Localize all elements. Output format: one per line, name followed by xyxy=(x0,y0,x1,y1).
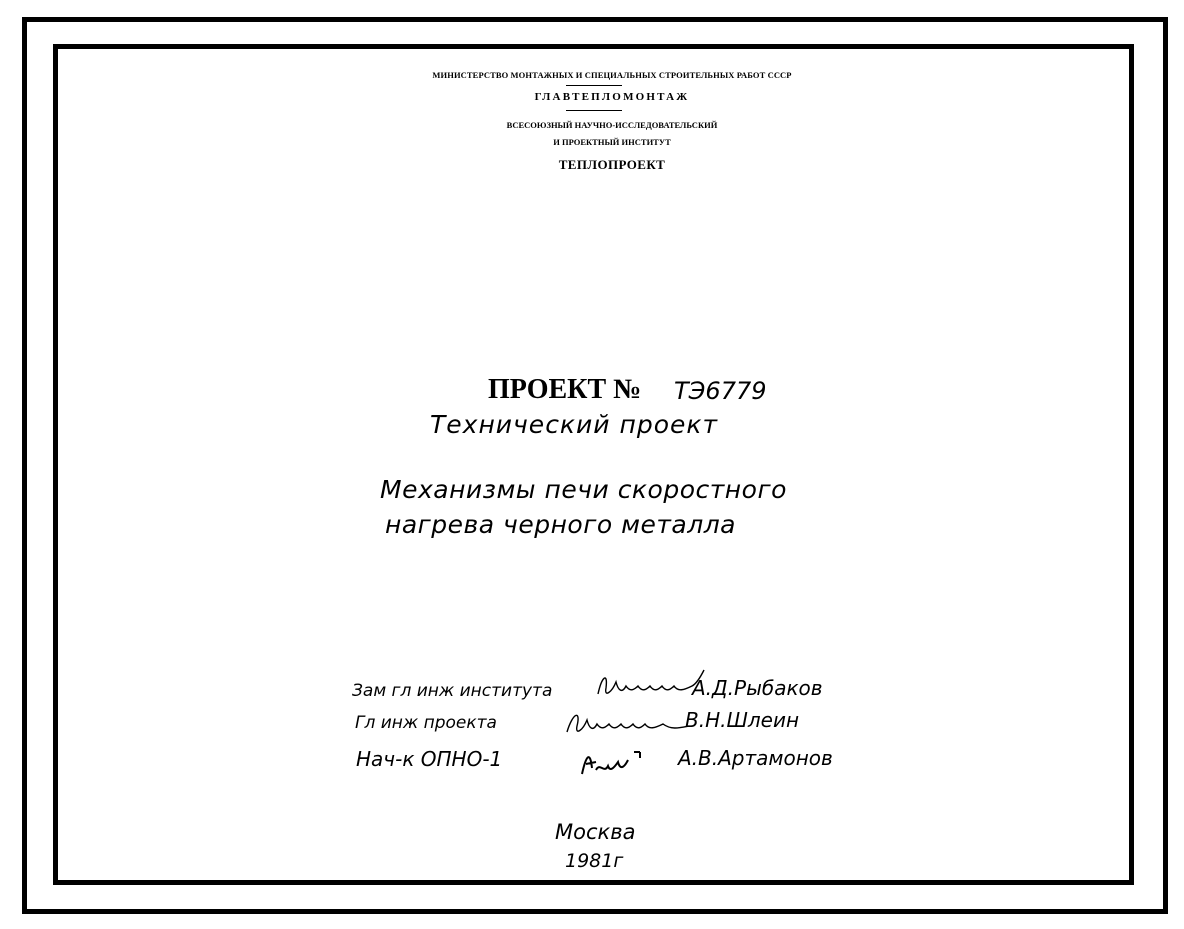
project-type: Технический проект xyxy=(430,410,719,439)
handwritten-signature xyxy=(563,706,693,740)
project-label: ПРОЕКТ № xyxy=(488,374,642,405)
year: 1981г xyxy=(565,850,624,872)
signature-row xyxy=(356,744,836,780)
signatory-role: Гл инж проекта xyxy=(355,713,497,733)
signatory-name: А.В.Артамонов xyxy=(678,746,833,770)
project-subject-line-1: Механизмы печи скоростного xyxy=(380,475,787,504)
project-number: ТЭ6779 xyxy=(674,377,767,405)
signature-row xyxy=(355,710,835,742)
glavk-title: ГЛАВТЕПЛОМОНТАЖ xyxy=(534,91,690,103)
city: Москва xyxy=(555,820,636,844)
signatory-role: Нач-к ОПНО-1 xyxy=(356,747,503,771)
header-rule xyxy=(566,85,622,86)
handwritten-signature xyxy=(578,744,648,778)
ministry-title: МИНИСТЕРСТВО МОНТАЖНЫХ И СПЕЦИАЛЬНЫХ СТРОИТЕЛЬНЫХ РАБОТ СССР xyxy=(432,70,792,80)
institute-line-1: ВСЕСОЮЗНЫЙ НАУЧНО-ИССЛЕДОВАТЕЛЬСКИЙ xyxy=(506,120,718,130)
signature-row xyxy=(352,676,832,708)
header-rule xyxy=(566,110,622,111)
signatory-role: Зам гл инж института xyxy=(352,681,553,701)
institute-name: ТЕПЛОПРОЕКТ xyxy=(558,157,666,172)
signatory-name: А.Д.Рыбаков xyxy=(692,676,823,700)
signatory-name: В.Н.Шлеин xyxy=(685,708,800,732)
project-title xyxy=(488,374,767,406)
institute-line-2: И ПРОЕКТНЫЙ ИНСТИТУТ xyxy=(553,137,671,147)
project-subject-line-2: нагрева черного металла xyxy=(385,510,736,539)
